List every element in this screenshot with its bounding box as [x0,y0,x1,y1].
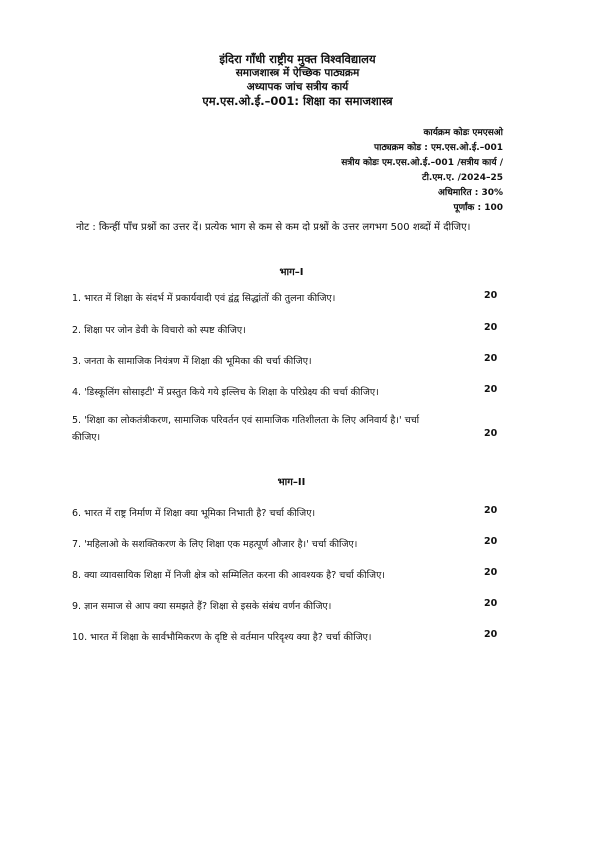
section-title-part-2: भाग–II [277,477,306,488]
question-item: 2. शिक्षा पर जोन डेवी के विचारो को स्पष्ट कीजिए। [72,325,246,336]
instructions-note: नोट : किन्हीं पाँच प्रश्नों का उत्तर दें। प्रत्येक भाग से कम से कम दो प्रश्नों के उत्तर लगभग 500 शब्दों में दीजिए। [76,222,471,233]
course-code: पाठ्यक्रम कोड : एम.एस.ओ.ई.–001 [374,143,503,153]
programme-title: समाजशास्त्र में ऐच्छिक पाठ्यक्रम [235,67,360,79]
weightage: अधिमारित : 30% [437,188,503,198]
question-item: 3. जनता के सामाजिक नियंत्रण में शिक्षा की भूमिका की चर्चा कीजिए। [72,356,312,367]
question-item: 7. 'महिलाओ के सशक्तिकरण के लिए शिक्षा एक महत्पूर्ण औजार है।' चर्चा कीजिए। [72,539,358,550]
programme-code: कार्यक्रम कोडः एमएसओ [423,128,503,138]
question-item: 9. ज्ञान समाज से आप क्या समझते हैं? शिक्षा से इसके संबंध वर्णन कीजिए। [72,601,332,612]
assignment-code: सत्रीय कोडः एम.एस.ओ.ई.–001 /सत्रीय कार्य / [341,158,503,168]
max-marks: पूर्णांक : 100 [453,203,503,213]
question-item: 5. 'शिक्षा का लोकतंत्रीकरण, सामाजिक परिवर्तन एवं सामाजिक गतिशीलता के लिए अनिवार्य है।' चर्चा कीजिए। [72,415,420,443]
question-marks: 20 [484,505,498,516]
course-meta [341,126,503,216]
question-marks: 20 [484,322,498,333]
question-marks: 20 [484,290,498,301]
question-marks: 20 [484,567,498,578]
question-item: 4. 'डिस्कूलिंग सोसाइटी' में प्रस्तुत किये गये इल्लिच के शिक्षा के परिप्रेक्ष्य की चर्चा कीजिए। [72,387,379,398]
question-item: 8. क्या व्यावसायिक शिक्षा में निजी क्षेत्र को सम्मिलित करना की आवश्यक है? चर्चा कीजिए। [72,570,385,581]
question-marks: 20 [484,384,498,395]
assignment-title: अध्यापक जांच सत्रीय कार्य [246,81,349,93]
tma-year: टी.एम.ए. /2024–25 [422,173,503,183]
question-marks: 20 [484,353,498,364]
section-title-part-1: भाग–I [279,267,304,278]
question-item: 6. भारत में राष्ट्र निर्माण में शिक्षा क्या भूमिका निभाती है? चर्चा कीजिए। [72,508,316,519]
question-item: 1. भारत में शिक्षा के संदर्भ में प्रकार्यवादी एवं द्वंद्व सिद्धांतों की तुलना कीजिए। [72,293,336,304]
question-item: 10. भारत में शिक्षा के सार्वभौमिकरण के दृष्टि से वर्तमान परिदृश्य क्या है? चर्चा कीजिए। [72,632,372,643]
question-marks: 20 [484,598,498,609]
question-marks: 20 [484,428,498,439]
university-name: इंदिरा गाँधी राष्ट्रीय मुक्त विश्वविद्यालय [219,52,376,66]
question-marks: 20 [484,536,498,547]
question-marks: 20 [484,629,498,640]
course-title: एम.एस.ओ.ई.–001: शिक्षा का समाजशास्त्र [202,94,393,108]
document-header [0,52,595,108]
